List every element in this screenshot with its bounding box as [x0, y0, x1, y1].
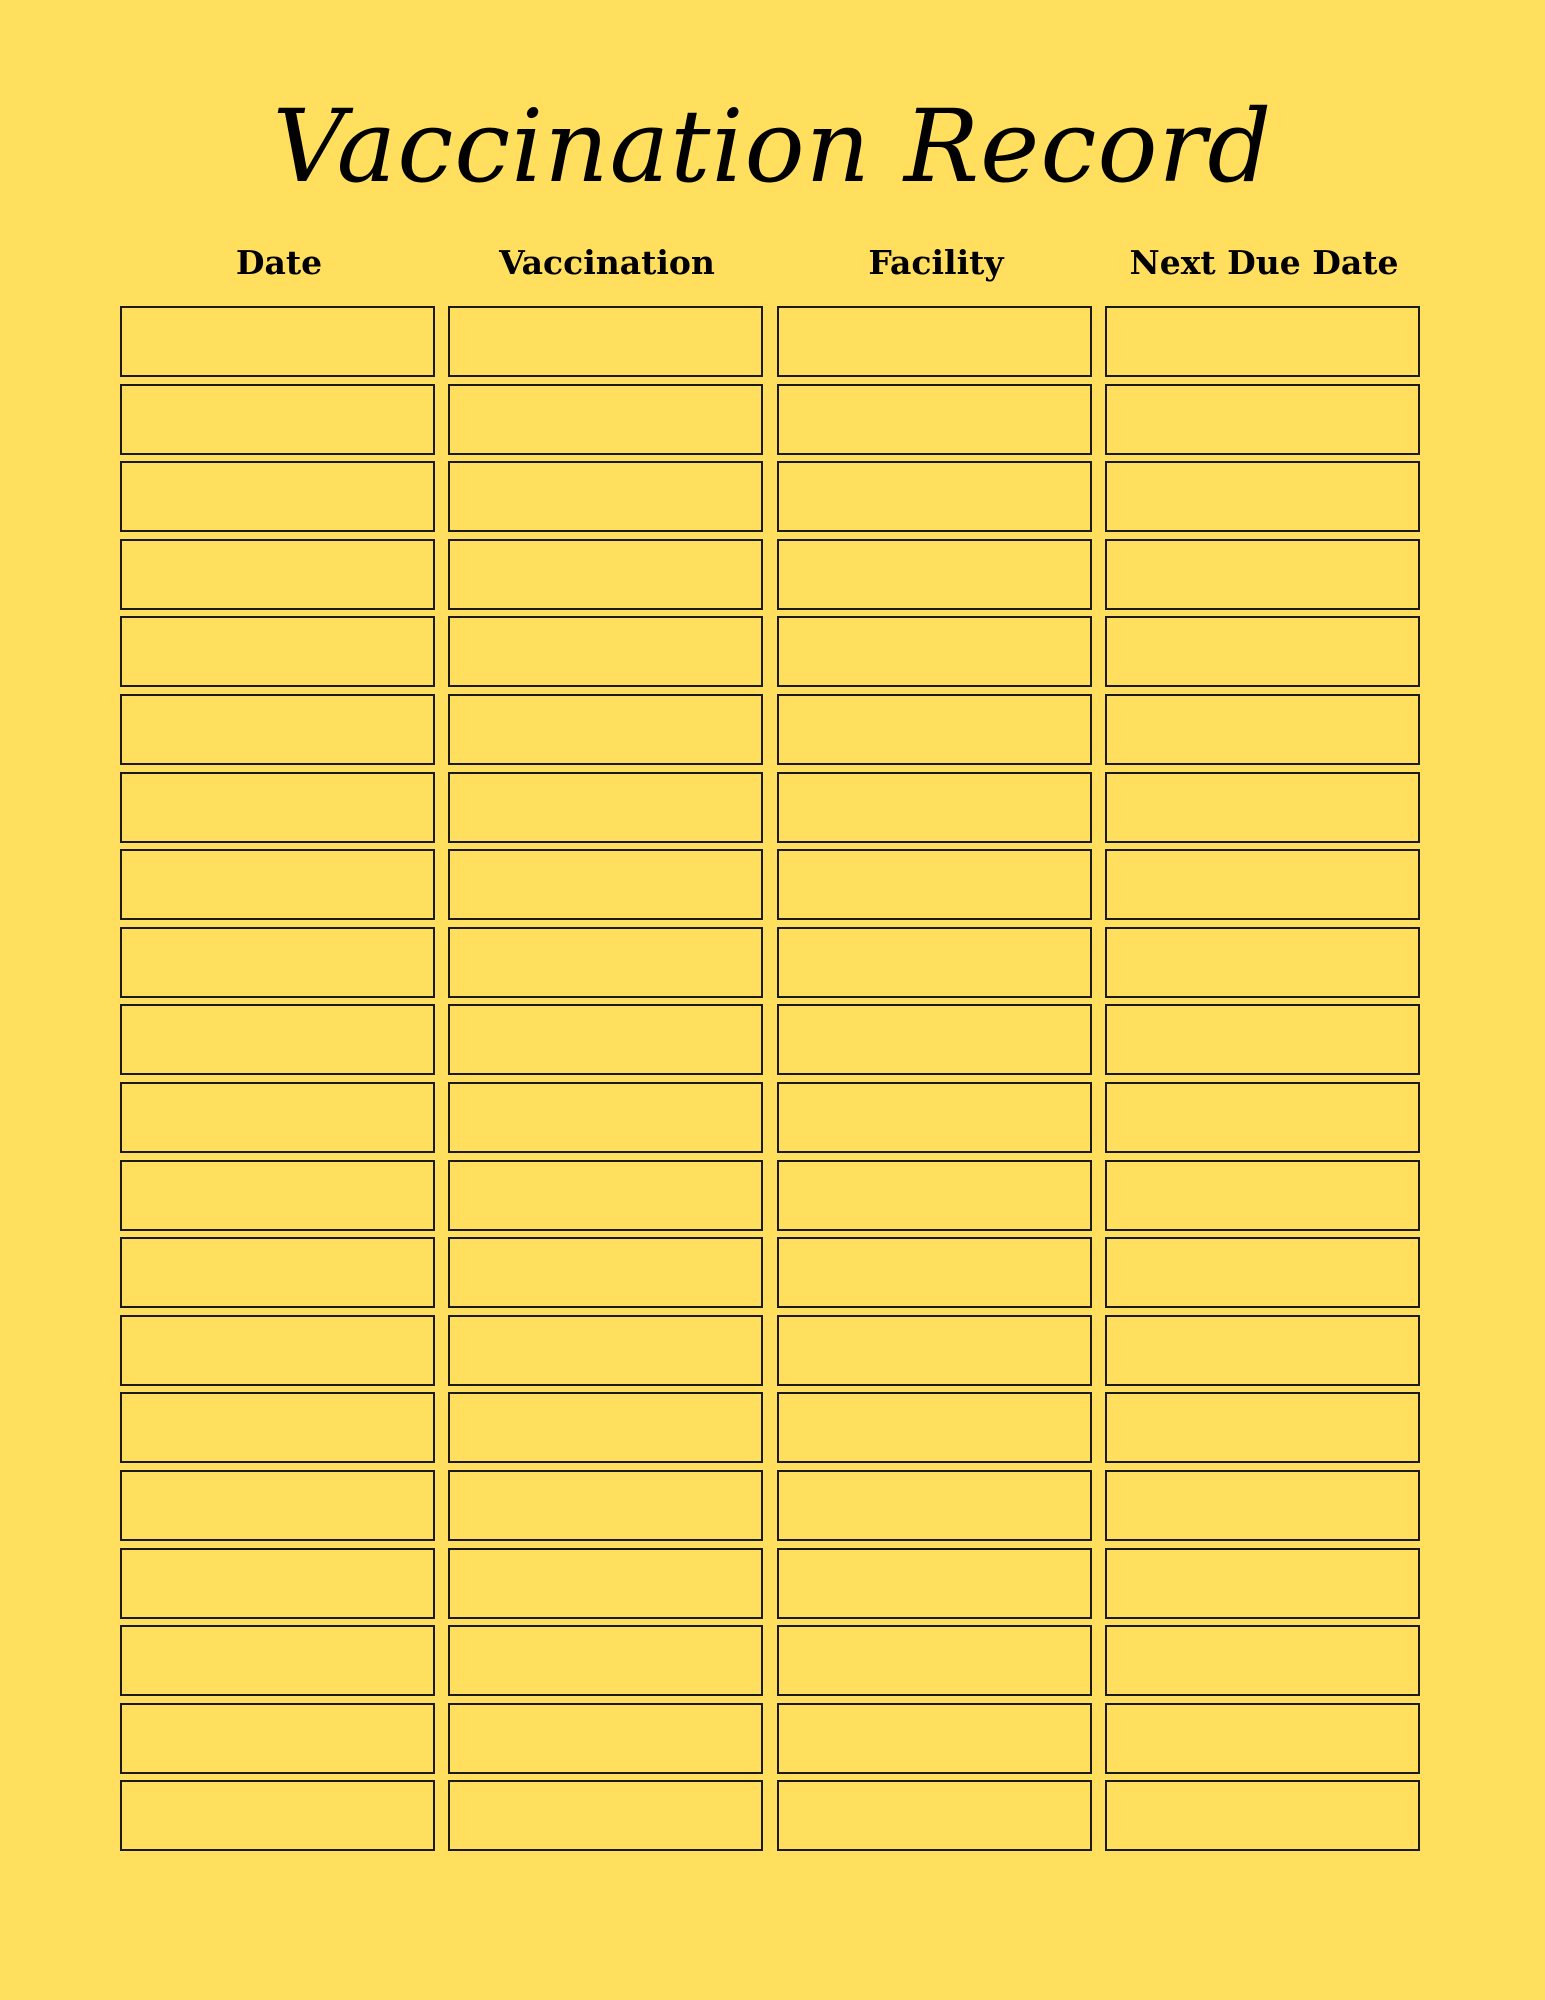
- cell-facility[interactable]: [777, 1160, 1092, 1231]
- cell-facility[interactable]: [777, 461, 1092, 532]
- cell-next-due-date[interactable]: [1105, 1004, 1420, 1075]
- cell-date[interactable]: [120, 1780, 435, 1851]
- cell-vaccination[interactable]: [448, 1392, 763, 1463]
- cell-next-due-date[interactable]: [1105, 772, 1420, 843]
- cell-next-due-date[interactable]: [1105, 384, 1420, 455]
- cell-next-due-date[interactable]: [1105, 539, 1420, 610]
- cell-facility[interactable]: [777, 1703, 1092, 1774]
- cell-date[interactable]: [120, 1004, 435, 1075]
- cell-date[interactable]: [120, 694, 435, 765]
- cell-vaccination[interactable]: [448, 694, 763, 765]
- column-header-facility: Facility: [868, 243, 1004, 282]
- cell-facility[interactable]: [777, 694, 1092, 765]
- cell-date[interactable]: [120, 849, 435, 920]
- cell-date[interactable]: [120, 616, 435, 687]
- cell-facility[interactable]: [777, 1082, 1092, 1153]
- cell-next-due-date[interactable]: [1105, 1703, 1420, 1774]
- cell-next-due-date[interactable]: [1105, 1315, 1420, 1386]
- cell-vaccination[interactable]: [448, 849, 763, 920]
- cell-date[interactable]: [120, 1703, 435, 1774]
- cell-vaccination[interactable]: [448, 1703, 763, 1774]
- cell-vaccination[interactable]: [448, 772, 763, 843]
- cell-vaccination[interactable]: [448, 384, 763, 455]
- cell-vaccination[interactable]: [448, 461, 763, 532]
- cell-facility[interactable]: [777, 849, 1092, 920]
- cell-facility[interactable]: [777, 384, 1092, 455]
- cell-date[interactable]: [120, 1237, 435, 1308]
- cell-next-due-date[interactable]: [1105, 1082, 1420, 1153]
- cell-next-due-date[interactable]: [1105, 1780, 1420, 1851]
- cell-vaccination[interactable]: [448, 306, 763, 377]
- cell-facility[interactable]: [777, 772, 1092, 843]
- cell-date[interactable]: [120, 1160, 435, 1231]
- page-title: Vaccination Record: [272, 88, 1273, 205]
- cell-vaccination[interactable]: [448, 539, 763, 610]
- cell-facility[interactable]: [777, 1392, 1092, 1463]
- cell-date[interactable]: [120, 1082, 435, 1153]
- cell-vaccination[interactable]: [448, 1082, 763, 1153]
- cell-next-due-date[interactable]: [1105, 694, 1420, 765]
- cell-vaccination[interactable]: [448, 1548, 763, 1619]
- column-header-date: Date: [235, 243, 323, 282]
- column-header-vaccination: Vaccination: [499, 243, 715, 282]
- cell-vaccination[interactable]: [448, 1625, 763, 1696]
- cell-next-due-date[interactable]: [1105, 927, 1420, 998]
- cell-vaccination[interactable]: [448, 1160, 763, 1231]
- cell-facility[interactable]: [777, 616, 1092, 687]
- cell-vaccination[interactable]: [448, 1470, 763, 1541]
- cell-vaccination[interactable]: [448, 1780, 763, 1851]
- cell-next-due-date[interactable]: [1105, 849, 1420, 920]
- cell-facility[interactable]: [777, 1237, 1092, 1308]
- cell-vaccination[interactable]: [448, 1315, 763, 1386]
- cell-facility[interactable]: [777, 1625, 1092, 1696]
- cell-next-due-date[interactable]: [1105, 461, 1420, 532]
- cell-facility[interactable]: [777, 1548, 1092, 1619]
- cell-next-due-date[interactable]: [1105, 616, 1420, 687]
- cell-vaccination[interactable]: [448, 927, 763, 998]
- cell-date[interactable]: [120, 1470, 435, 1541]
- cell-date[interactable]: [120, 1548, 435, 1619]
- cell-facility[interactable]: [777, 1470, 1092, 1541]
- cell-next-due-date[interactable]: [1105, 1548, 1420, 1619]
- cell-next-due-date[interactable]: [1105, 1237, 1420, 1308]
- cell-facility[interactable]: [777, 539, 1092, 610]
- cell-date[interactable]: [120, 306, 435, 377]
- cell-vaccination[interactable]: [448, 1237, 763, 1308]
- cell-date[interactable]: [120, 539, 435, 610]
- cell-vaccination[interactable]: [448, 616, 763, 687]
- cell-date[interactable]: [120, 927, 435, 998]
- column-header-next-due-date: Next Due Date: [1129, 243, 1399, 282]
- cell-date[interactable]: [120, 461, 435, 532]
- cell-facility[interactable]: [777, 306, 1092, 377]
- cell-next-due-date[interactable]: [1105, 1470, 1420, 1541]
- cell-facility[interactable]: [777, 927, 1092, 998]
- cell-facility[interactable]: [777, 1780, 1092, 1851]
- cell-vaccination[interactable]: [448, 1004, 763, 1075]
- cell-next-due-date[interactable]: [1105, 1392, 1420, 1463]
- cell-next-due-date[interactable]: [1105, 306, 1420, 377]
- cell-date[interactable]: [120, 1625, 435, 1696]
- cell-next-due-date[interactable]: [1105, 1160, 1420, 1231]
- cell-date[interactable]: [120, 1392, 435, 1463]
- cell-facility[interactable]: [777, 1004, 1092, 1075]
- cell-facility[interactable]: [777, 1315, 1092, 1386]
- cell-date[interactable]: [120, 384, 435, 455]
- cell-date[interactable]: [120, 772, 435, 843]
- cell-date[interactable]: [120, 1315, 435, 1386]
- cell-next-due-date[interactable]: [1105, 1625, 1420, 1696]
